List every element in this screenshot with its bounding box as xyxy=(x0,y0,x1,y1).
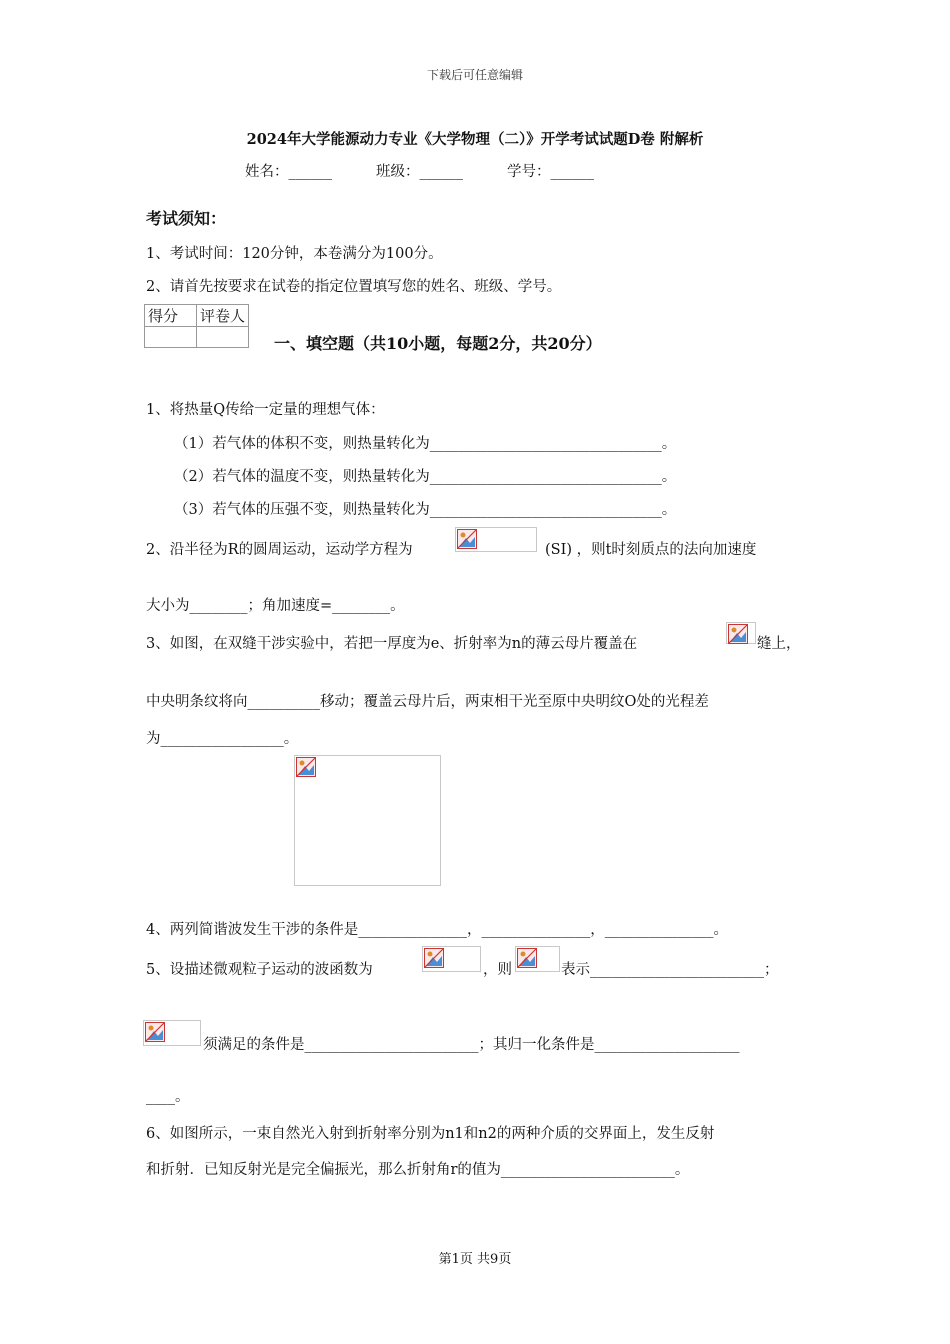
broken-image-icon xyxy=(296,757,316,777)
grader-header: 评卷人 xyxy=(197,305,249,327)
probability-density-image xyxy=(515,946,560,972)
question-5-line-2: 须满足的条件是________________________；其归一化条件是____________________ xyxy=(203,1037,740,1053)
broken-image-icon xyxy=(424,948,444,968)
student-id-field: 学号：______ xyxy=(507,164,594,180)
broken-image-icon xyxy=(517,948,537,968)
question-3-line-2: 中央明条纹将向__________移动；覆盖云母片后，两束相干光至原中央明纹O处的光程差 xyxy=(146,694,709,710)
question-3-line-1b: 缝上， xyxy=(757,636,801,652)
page-title: 2024年大学能源动力专业《大学物理（二）》开学考试试题D卷 附解析 xyxy=(246,131,704,148)
question-6-line-1: 6、如图所示，一束自然光入射到折射率分别为n1和n2的两种介质的交界面上，发生反射 xyxy=(146,1126,715,1142)
grader-cell xyxy=(197,327,249,348)
notice-item-1: 1、考试时间：120分钟，本卷满分为100分。 xyxy=(146,246,443,262)
question-3-line-3: 为_________________。 xyxy=(146,731,299,747)
score-cell xyxy=(145,327,197,348)
score-table xyxy=(144,304,249,348)
slit-symbol-image xyxy=(726,622,756,644)
name-field: 姓名：______ xyxy=(245,164,332,180)
header-note: 下载后可任意编辑 xyxy=(426,68,523,82)
broken-image-icon xyxy=(728,624,748,644)
function-symbol-image xyxy=(143,1020,201,1046)
question-2-line-1a: 2、沿半径为R的圆周运动，运动学方程为 xyxy=(146,542,413,558)
question-2-line-1b: (SI) ，则t时刻质点的法向加速度 xyxy=(545,542,757,558)
notice-heading: 考试须知： xyxy=(146,209,227,228)
question-5-line-1a: 5、设描述微观粒子运动的波函数为 xyxy=(146,962,373,978)
score-header: 得分 xyxy=(145,305,197,327)
notice-item-2: 2、请首先按要求在试卷的指定位置填写您的姓名、班级、学号。 xyxy=(146,279,562,295)
question-6-line-2: 和折射．已知反射光是完全偏振光，那么折射角r的值为________________________。 xyxy=(146,1162,690,1178)
question-5-line-1c: 表示________________________； xyxy=(561,962,779,978)
double-slit-figure xyxy=(294,755,441,886)
question-3-line-1a: 3、如图，在双缝干涉实验中，若把一厚度为e、折射率为n的薄云母片覆盖在 xyxy=(146,636,638,652)
question-4: 4、两列简谐波发生干涉的条件是_______________，_______________，_______________。 xyxy=(146,922,728,938)
page-footer: 第1页 共9页 xyxy=(438,1252,512,1267)
broken-image-icon xyxy=(457,529,477,549)
broken-image-icon xyxy=(145,1022,165,1042)
question-1-stem: 1、将热量Q传给一定量的理想气体： xyxy=(146,402,385,418)
question-1-part-c: （3）若气体的压强不变，则热量转化为________________________________。 xyxy=(174,502,677,518)
wave-function-image xyxy=(422,946,481,972)
section-heading: 一、填空题（共10小题，每题2分，共20分） xyxy=(274,334,602,353)
student-info-fields xyxy=(245,160,594,181)
question-1-part-b: （2）若气体的温度不变，则热量转化为________________________________。 xyxy=(174,469,677,485)
question-2-line-2: 大小为________；角加速度=________。 xyxy=(146,598,405,614)
equation-image xyxy=(455,527,537,552)
question-5-line-3: ____。 xyxy=(146,1089,190,1105)
class-field: 班级：______ xyxy=(376,164,463,180)
question-5-line-1b: ，则 xyxy=(483,962,512,978)
question-1-part-a: （1）若气体的体积不变，则热量转化为________________________________。 xyxy=(174,436,677,452)
